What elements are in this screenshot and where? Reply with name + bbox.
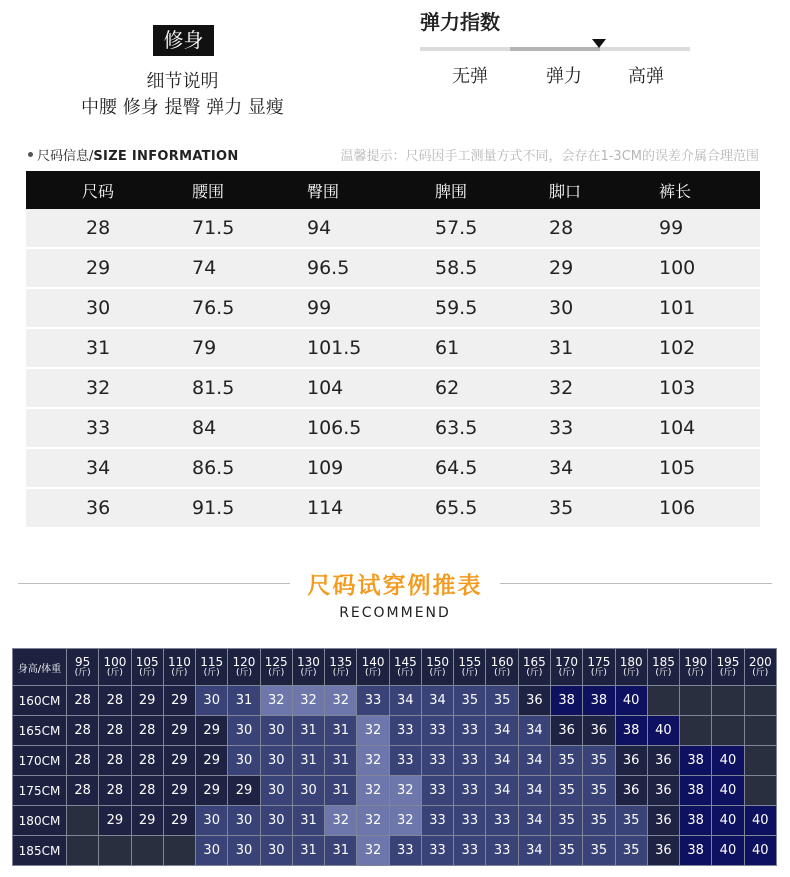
recommend-cell (163, 836, 195, 866)
recommend-cell: 32 (389, 806, 421, 836)
size-table-cell: 105 (659, 448, 760, 488)
weight-value: 195 (716, 654, 740, 669)
elasticity-marker-icon (592, 39, 606, 48)
elasticity-label-high: 高弹 (628, 66, 664, 87)
size-table-cell: 29 (26, 248, 192, 288)
weight-header (421, 649, 453, 686)
recommend-row (13, 806, 777, 836)
recommend-cell: 28 (131, 746, 163, 776)
elasticity-bar (420, 47, 690, 51)
weight-header (131, 649, 163, 686)
size-table-cell: 63.5 (435, 408, 549, 448)
recommend-cell: 36 (615, 746, 647, 776)
weight-header (292, 649, 324, 686)
recommend-cell (712, 686, 744, 716)
recommend-cell: 35 (550, 746, 582, 776)
weight-unit: (斤) (332, 667, 349, 678)
recommend-cell: 33 (389, 836, 421, 866)
weight-header (550, 649, 582, 686)
recommend-cell: 34 (518, 716, 550, 746)
recommend-cell: 35 (550, 806, 582, 836)
weight-value: 95 (74, 654, 91, 669)
recommend-cell: 33 (454, 806, 486, 836)
recommend-cell: 30 (196, 836, 228, 866)
recommend-cell: 38 (680, 776, 712, 806)
bullet-icon (28, 152, 33, 157)
size-table-cell: 62 (435, 368, 549, 408)
divider-line-left (18, 583, 290, 584)
weight-header (196, 649, 228, 686)
recommend-cell: 33 (486, 806, 518, 836)
weight-header (99, 649, 131, 686)
recommend-header-row (13, 649, 777, 686)
recommend-cell: 33 (454, 836, 486, 866)
height-label: 175CM (13, 776, 67, 806)
weight-value: 185 (651, 654, 675, 669)
recommend-cell: 38 (550, 686, 582, 716)
size-table-cell: 57.5 (435, 209, 549, 248)
recommend-cell: 34 (518, 776, 550, 806)
recommend-cell: 35 (550, 836, 582, 866)
recommend-cell: 38 (680, 836, 712, 866)
recommend-cell: 40 (712, 746, 744, 776)
size-table-cell: 100 (659, 248, 760, 288)
recommend-subtitle: RECOMMEND (339, 605, 451, 621)
recommend-cell: 32 (292, 686, 324, 716)
weight-value: 145 (393, 654, 417, 669)
size-table-cell: 109 (307, 448, 435, 488)
recommend-cell: 36 (647, 836, 679, 866)
recommend-cell: 35 (486, 686, 518, 716)
weight-value: 115 (200, 654, 224, 669)
recommend-cell: 36 (647, 806, 679, 836)
weight-value: 160 (490, 654, 514, 669)
recommend-cell: 31 (228, 686, 260, 716)
recommend-cell: 40 (712, 776, 744, 806)
weight-unit: (斤) (526, 667, 543, 678)
weight-unit: (斤) (106, 667, 123, 678)
size-table-row (26, 488, 760, 528)
weight-unit: (斤) (171, 667, 188, 678)
recommend-cell: 29 (196, 716, 228, 746)
recommend-cell (99, 836, 131, 866)
recommend-cell: 30 (260, 836, 292, 866)
weight-unit: (斤) (300, 667, 317, 678)
recommend-row (13, 686, 777, 716)
recommend-cell: 31 (292, 806, 324, 836)
size-table-cell: 91.5 (192, 488, 307, 528)
weight-header (260, 649, 292, 686)
recommend-cell: 33 (389, 746, 421, 776)
size-table-cell: 35 (549, 488, 659, 528)
size-table-cell: 81.5 (192, 368, 307, 408)
weight-value: 190 (684, 654, 708, 669)
elasticity-bar-selected (510, 47, 600, 51)
recommend-cell: 32 (357, 776, 389, 806)
size-table-cell: 61 (435, 328, 549, 368)
weight-value: 120 (232, 654, 256, 669)
size-table-cell: 34 (26, 448, 192, 488)
recommend-cell: 38 (583, 686, 615, 716)
recommend-cell: 35 (583, 836, 615, 866)
recommend-cell: 31 (292, 836, 324, 866)
recommend-cell: 29 (131, 686, 163, 716)
recommend-cell: 30 (228, 746, 260, 776)
recommend-cell: 30 (228, 716, 260, 746)
size-info-header-cn: 尺码信息/ (37, 149, 94, 164)
weight-value: 105 (135, 654, 159, 669)
recommend-cell: 40 (615, 686, 647, 716)
weight-header (389, 649, 421, 686)
recommend-cell: 34 (518, 806, 550, 836)
recommend-cell (131, 836, 163, 866)
size-table-cell: 96.5 (307, 248, 435, 288)
recommend-cell (67, 836, 99, 866)
recommend-cell: 30 (260, 746, 292, 776)
size-table-cell: 101.5 (307, 328, 435, 368)
size-table-header: 臀围 (307, 171, 435, 209)
weight-unit: (斤) (719, 667, 736, 678)
size-table-cell: 114 (307, 488, 435, 528)
recommend-cell: 32 (325, 686, 357, 716)
recommend-cell: 30 (196, 686, 228, 716)
elasticity-label-none: 无弹 (452, 66, 488, 87)
recommend-corner-header: 身高/体重 (13, 649, 67, 686)
recommend-cell: 34 (421, 686, 453, 716)
detail-description: 中腰 修身 提臀 弹力 显瘦 (81, 97, 284, 118)
size-table (26, 171, 760, 529)
weight-value: 155 (458, 654, 482, 669)
weight-header (583, 649, 615, 686)
recommend-cell: 40 (744, 836, 776, 866)
recommend-cell: 31 (325, 776, 357, 806)
size-table-cell: 34 (549, 448, 659, 488)
size-table-row (26, 328, 760, 368)
elasticity-label-stretch: 弹力 (546, 66, 582, 87)
weight-value: 110 (167, 654, 191, 669)
recommend-cell: 28 (99, 776, 131, 806)
size-table-row (26, 448, 760, 488)
recommend-cell: 35 (583, 806, 615, 836)
recommend-cell: 36 (583, 716, 615, 746)
weight-header (454, 649, 486, 686)
weight-unit: (斤) (752, 667, 769, 678)
recommend-cell: 33 (357, 686, 389, 716)
recommend-cell: 28 (67, 746, 99, 776)
recommend-cell: 34 (389, 686, 421, 716)
weight-unit: (斤) (655, 667, 672, 678)
weight-header (712, 649, 744, 686)
recommend-cell: 30 (260, 776, 292, 806)
recommend-cell: 31 (292, 746, 324, 776)
recommend-cell: 28 (67, 716, 99, 746)
recommend-cell: 33 (454, 776, 486, 806)
recommend-cell: 33 (389, 716, 421, 746)
weight-value: 150 (426, 654, 449, 669)
recommend-cell: 28 (67, 686, 99, 716)
size-table-cell: 84 (192, 408, 307, 448)
recommend-cell: 34 (518, 836, 550, 866)
size-table-header: 脚口 (549, 171, 659, 209)
recommend-cell: 33 (421, 836, 453, 866)
recommend-cell: 38 (615, 716, 647, 746)
size-table-cell: 79 (192, 328, 307, 368)
size-table-cell: 32 (26, 368, 192, 408)
recommend-cell: 30 (196, 806, 228, 836)
recommend-cell: 36 (615, 776, 647, 806)
recommend-cell (680, 716, 712, 746)
size-table-cell: 94 (307, 209, 435, 248)
recommend-table (12, 648, 777, 866)
recommend-cell (67, 806, 99, 836)
recommend-cell: 34 (486, 746, 518, 776)
recommend-cell: 34 (486, 716, 518, 746)
weight-header (615, 649, 647, 686)
recommend-cell: 33 (421, 806, 453, 836)
size-table-cell: 76.5 (192, 288, 307, 328)
recommend-cell: 30 (260, 716, 292, 746)
recommend-cell: 32 (260, 686, 292, 716)
weight-unit: (斤) (494, 667, 511, 678)
size-table-cell: 99 (307, 288, 435, 328)
recommend-title: 尺码试穿例推表 (307, 573, 483, 599)
elasticity-title: 弹力指数 (420, 10, 500, 34)
size-table-header: 尺码 (26, 171, 192, 209)
size-table-cell: 33 (26, 408, 192, 448)
recommend-cell: 36 (518, 686, 550, 716)
weight-unit: (斤) (687, 667, 704, 678)
recommend-cell: 35 (550, 776, 582, 806)
weight-unit: (斤) (203, 667, 220, 678)
recommend-cell: 36 (647, 746, 679, 776)
size-table-cell: 28 (26, 209, 192, 248)
recommend-row (13, 746, 777, 776)
recommend-cell: 33 (421, 746, 453, 776)
size-table-cell: 30 (549, 288, 659, 328)
recommend-cell: 31 (325, 836, 357, 866)
height-label: 180CM (13, 806, 67, 836)
size-table-header: 裤长 (659, 171, 760, 209)
size-info-header-en: SIZE INFORMATION (93, 149, 239, 164)
recommend-cell: 35 (583, 776, 615, 806)
weight-value: 180 (619, 654, 643, 669)
recommend-cell: 29 (163, 686, 195, 716)
size-table-cell: 103 (659, 368, 760, 408)
recommend-cell: 35 (583, 746, 615, 776)
recommend-cell: 28 (99, 686, 131, 716)
recommend-cell: 34 (486, 776, 518, 806)
recommend-cell: 33 (454, 746, 486, 776)
size-table-cell: 33 (549, 408, 659, 448)
size-table-cell: 30 (26, 288, 192, 328)
fit-tag: 修身 (153, 25, 214, 56)
weight-value: 170 (555, 654, 579, 669)
recommend-cell (744, 776, 776, 806)
recommend-cell (647, 686, 679, 716)
weight-unit: (斤) (461, 667, 478, 678)
size-table-cell: 74 (192, 248, 307, 288)
size-info-tip: 温馨提示：尺码因手工测量方式不同，会存在1-3CM的误差介属合理范围 (340, 149, 759, 164)
recommend-cell: 35 (454, 686, 486, 716)
size-table-row (26, 368, 760, 408)
recommend-cell: 32 (357, 716, 389, 746)
recommend-cell: 29 (196, 776, 228, 806)
weight-unit: (斤) (365, 667, 382, 678)
recommend-cell: 38 (680, 806, 712, 836)
recommend-cell: 28 (131, 776, 163, 806)
size-table-cell: 71.5 (192, 209, 307, 248)
size-table-cell: 29 (549, 248, 659, 288)
weight-value: 200 (748, 654, 772, 669)
size-table-header: 脾围 (435, 171, 549, 209)
recommend-cell: 31 (325, 716, 357, 746)
weight-unit: (斤) (235, 667, 252, 678)
size-table-cell: 36 (26, 488, 192, 528)
height-label: 165CM (13, 716, 67, 746)
recommend-cell: 33 (486, 836, 518, 866)
size-table-cell: 106.5 (307, 408, 435, 448)
weight-header (357, 649, 389, 686)
weight-header (647, 649, 679, 686)
size-table-row (26, 288, 760, 328)
recommend-cell: 34 (518, 746, 550, 776)
recommend-cell: 32 (357, 806, 389, 836)
size-table-cell: 106 (659, 488, 760, 528)
size-table-cell: 31 (26, 328, 192, 368)
weight-unit: (斤) (429, 667, 446, 678)
recommend-cell: 29 (228, 776, 260, 806)
height-label: 160CM (13, 686, 67, 716)
weight-value: 165 (522, 654, 546, 669)
height-label: 185CM (13, 836, 67, 866)
recommend-cell (744, 686, 776, 716)
recommend-cell: 38 (680, 746, 712, 776)
size-table-row (26, 248, 760, 288)
recommend-cell: 33 (421, 776, 453, 806)
recommend-cell: 30 (260, 806, 292, 836)
recommend-cell: 30 (292, 776, 324, 806)
weight-header (325, 649, 357, 686)
weight-header (67, 649, 99, 686)
recommend-cell: 29 (196, 746, 228, 776)
size-table-cell: 102 (659, 328, 760, 368)
weight-value: 130 (297, 654, 320, 669)
size-table-cell: 31 (549, 328, 659, 368)
weight-value: 135 (329, 654, 353, 669)
weight-value: 140 (361, 654, 385, 669)
recommend-cell: 28 (99, 746, 131, 776)
size-table-cell: 99 (659, 209, 760, 248)
size-table-cell: 104 (659, 408, 760, 448)
size-info-header (28, 145, 239, 164)
recommend-cell: 33 (421, 716, 453, 746)
recommend-cell: 40 (712, 836, 744, 866)
recommend-row (13, 836, 777, 866)
recommend-cell (712, 716, 744, 746)
recommend-cell: 29 (163, 716, 195, 746)
weight-unit: (斤) (558, 667, 575, 678)
height-label: 170CM (13, 746, 67, 776)
recommend-cell: 29 (163, 806, 195, 836)
weight-header (228, 649, 260, 686)
recommend-cell: 29 (131, 806, 163, 836)
size-table-cell: 64.5 (435, 448, 549, 488)
recommend-cell: 35 (615, 806, 647, 836)
size-table-cell: 58.5 (435, 248, 549, 288)
recommend-cell (744, 716, 776, 746)
weight-value: 175 (587, 654, 611, 669)
size-table-cell: 32 (549, 368, 659, 408)
detail-title: 细节说明 (146, 71, 219, 92)
recommend-row (13, 776, 777, 806)
size-table-row (26, 209, 760, 248)
recommend-cell: 28 (99, 716, 131, 746)
size-table-cell: 101 (659, 288, 760, 328)
recommend-cell: 29 (163, 746, 195, 776)
recommend-cell (744, 746, 776, 776)
recommend-cell: 31 (325, 746, 357, 776)
recommend-cell: 32 (357, 746, 389, 776)
recommend-row (13, 716, 777, 746)
recommend-cell: 36 (550, 716, 582, 746)
weight-value: 125 (264, 654, 288, 669)
recommend-cell: 35 (615, 836, 647, 866)
recommend-cell: 40 (744, 806, 776, 836)
size-table-cell: 28 (549, 209, 659, 248)
divider-line-right (500, 583, 772, 584)
recommend-cell: 30 (228, 806, 260, 836)
weight-unit: (斤) (397, 667, 414, 678)
weight-unit: (斤) (623, 667, 640, 678)
weight-unit: (斤) (590, 667, 607, 678)
size-table-cell: 59.5 (435, 288, 549, 328)
recommend-cell: 32 (389, 776, 421, 806)
weight-value: 100 (103, 654, 127, 669)
weight-header (680, 649, 712, 686)
weight-unit: (斤) (74, 667, 91, 678)
size-table-header-row (26, 171, 760, 209)
size-table-cell: 65.5 (435, 488, 549, 528)
weight-unit: (斤) (139, 667, 156, 678)
recommend-cell: 36 (647, 776, 679, 806)
recommend-cell: 31 (292, 716, 324, 746)
recommend-cell: 28 (131, 716, 163, 746)
size-table-cell: 104 (307, 368, 435, 408)
size-table-header: 腰围 (192, 171, 307, 209)
recommend-cell: 40 (712, 806, 744, 836)
weight-unit: (斤) (268, 667, 285, 678)
weight-header (486, 649, 518, 686)
weight-header (163, 649, 195, 686)
recommend-cell (680, 686, 712, 716)
recommend-cell: 29 (99, 806, 131, 836)
recommend-cell: 33 (454, 716, 486, 746)
recommend-cell: 30 (228, 836, 260, 866)
weight-header (518, 649, 550, 686)
size-table-row (26, 408, 760, 448)
size-table-cell: 86.5 (192, 448, 307, 488)
recommend-cell: 32 (357, 836, 389, 866)
recommend-cell: 28 (67, 776, 99, 806)
recommend-cell: 29 (163, 776, 195, 806)
recommend-cell: 32 (325, 806, 357, 836)
recommend-cell: 40 (647, 716, 679, 746)
weight-header (744, 649, 776, 686)
